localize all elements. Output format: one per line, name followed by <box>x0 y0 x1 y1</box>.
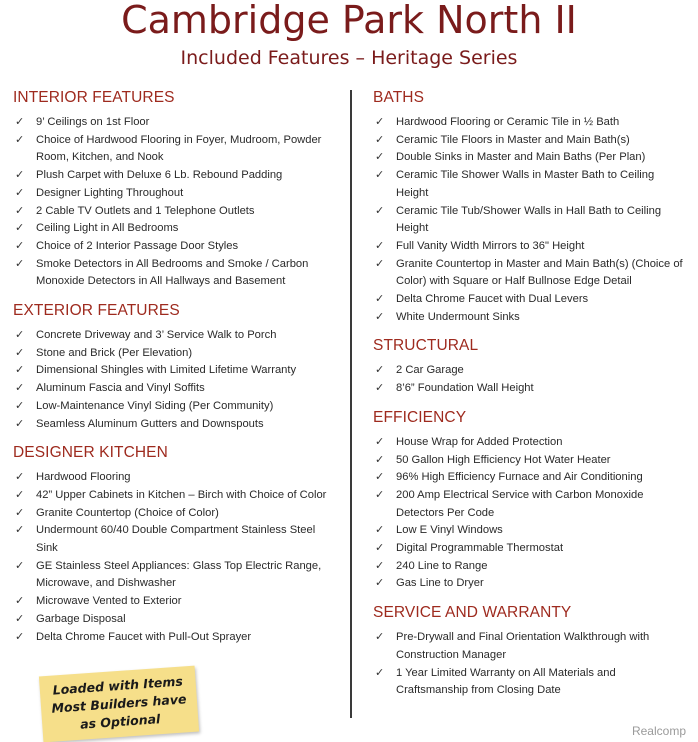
checkmark-icon: ✓ <box>375 239 385 252</box>
checkmark-icon: ✓ <box>15 417 25 430</box>
checkmark-icon: ✓ <box>375 471 385 484</box>
list-item-text: Garbage Disposal <box>36 612 126 625</box>
left-column <box>13 88 335 656</box>
list-item-text: Granite Countertop (Choice of Color) <box>36 506 219 519</box>
list-item <box>13 593 335 611</box>
list-item <box>13 611 335 629</box>
checkmark-icon: ✓ <box>375 666 385 679</box>
checkmark-icon: ✓ <box>15 382 25 395</box>
list-item <box>13 380 335 398</box>
list-item <box>13 629 335 647</box>
checkmark-icon: ✓ <box>15 204 25 217</box>
list-item <box>373 575 689 593</box>
list-item-text: Low-Maintenance Vinyl Siding (Per Community) <box>36 399 274 412</box>
list-item-text: GE Stainless Steel Appliances: Glass Top Electric Range, Microwave, and Dishwasher <box>36 559 322 590</box>
list-item-text: Hardwood Flooring <box>36 471 131 484</box>
right-column <box>373 88 689 710</box>
list-item-text: House Wrap for Added Protection <box>396 435 563 448</box>
feature-list <box>13 469 335 646</box>
feature-list <box>373 434 689 593</box>
list-item-text: Ceiling Light in All Bedrooms <box>36 222 179 235</box>
list-item-text: 96% High Efficiency Furnace and Air Conditioning <box>396 471 643 484</box>
feature-list <box>373 114 689 326</box>
checkmark-icon: ✓ <box>15 116 25 128</box>
sticky-line-1: Loaded with Items <box>52 673 184 698</box>
list-item <box>373 203 689 238</box>
feature-list <box>373 629 689 700</box>
checkmark-icon: ✓ <box>15 471 25 484</box>
section-heading: STRUCTURAL <box>373 337 479 355</box>
list-item <box>13 203 335 221</box>
section-heading: SERVICE AND WARRANTY <box>373 604 572 622</box>
list-item <box>373 309 689 327</box>
list-item-text: Pre-Drywall and Final Orientation Walkthrough with Construction Manager <box>396 631 650 661</box>
list-item-text: Full Vanity Width Mirrors to 36" Height <box>396 239 585 252</box>
checkmark-icon: ✓ <box>375 310 385 323</box>
list-item-text: 8’6” Foundation Wall Height <box>396 382 534 395</box>
list-item <box>373 540 689 558</box>
checkmark-icon: ✓ <box>15 630 25 643</box>
checkmark-icon: ✓ <box>375 559 385 572</box>
list-item <box>373 487 689 522</box>
list-item <box>373 452 689 470</box>
list-item <box>373 434 689 452</box>
list-item-text: Designer Lighting Throughout <box>36 186 184 199</box>
list-item <box>13 345 335 363</box>
checkmark-icon: ✓ <box>375 382 385 395</box>
list-item <box>373 558 689 576</box>
checkmark-icon: ✓ <box>15 399 25 412</box>
list-item-text: Gas Line to Dryer <box>396 577 484 590</box>
list-item-text: Delta Chrome Faucet with Dual Levers <box>396 293 589 306</box>
list-item <box>373 149 689 167</box>
checkmark-icon: ✓ <box>15 488 25 501</box>
checkmark-icon: ✓ <box>375 116 385 128</box>
list-item-text: Aluminum Fascia and Vinyl Soffits <box>36 382 205 395</box>
checkmark-icon: ✓ <box>375 524 385 537</box>
checkmark-icon: ✓ <box>15 506 25 519</box>
checkmark-icon: ✓ <box>375 257 385 270</box>
checkmark-icon: ✓ <box>375 293 385 306</box>
checkmark-icon: ✓ <box>15 169 25 182</box>
section <box>373 603 689 700</box>
list-item <box>373 256 689 291</box>
list-item <box>13 167 335 185</box>
list-item-text: Dimensional Shingles with Limited Lifetime Warranty <box>36 364 297 377</box>
list-item-text: 240 Line to Range <box>396 559 488 572</box>
list-item <box>13 398 335 416</box>
list-item <box>13 238 335 256</box>
list-item <box>13 114 335 132</box>
list-item-text: Ceramic Tile Tub/Shower Walls in Hall Bath to Ceiling Height <box>396 204 662 235</box>
page-title: Cambridge Park North II <box>121 0 577 42</box>
checkmark-icon: ✓ <box>375 577 385 590</box>
section-heading: BATHS <box>373 89 425 106</box>
checkmark-icon: ✓ <box>15 612 25 625</box>
section <box>13 301 335 433</box>
checkmark-icon: ✓ <box>15 524 25 537</box>
column-divider <box>350 90 352 718</box>
checkmark-icon: ✓ <box>375 204 385 217</box>
checkmark-icon: ✓ <box>375 151 385 164</box>
watermark: Realcomp <box>631 724 686 738</box>
list-item <box>13 505 335 523</box>
list-item <box>13 416 335 434</box>
list-item <box>13 256 335 291</box>
list-item-text: Smoke Detectors in All Bedrooms and Smoke / Carbon Monoxide Detectors in All Hallways and Basement <box>36 257 309 288</box>
list-item <box>373 362 689 380</box>
list-item-text: Ceramic Tile Floors in Master and Main Bath(s) <box>396 133 630 146</box>
list-item-text: Concrete Driveway and 3’ Service Walk to Porch <box>36 329 277 342</box>
list-item <box>13 362 335 380</box>
list-item-text: Undermount 60/40 Double Compartment Stainless Steel Sink <box>36 524 316 555</box>
checkmark-icon: ✓ <box>15 222 25 235</box>
list-item <box>13 469 335 487</box>
checkmark-icon: ✓ <box>375 453 385 466</box>
list-item <box>373 522 689 540</box>
checkmark-icon: ✓ <box>15 133 25 146</box>
list-item-text: White Undermount Sinks <box>396 310 520 323</box>
checkmark-icon: ✓ <box>15 346 25 359</box>
section-heading: DESIGNER KITCHEN <box>13 444 168 462</box>
list-item-text: Microwave Vented to Exterior <box>36 595 182 608</box>
list-item <box>13 132 335 167</box>
sticky-line-2: Most Builders have <box>51 691 187 716</box>
list-item-text: Seamless Aluminum Gutters and Downspouts <box>36 417 264 430</box>
list-item <box>13 558 335 593</box>
page-subtitle: Included Features – Heritage Series <box>180 47 518 69</box>
checkmark-icon: ✓ <box>375 133 385 146</box>
section <box>13 88 335 291</box>
list-item-text: Delta Chrome Faucet with Pull-Out Sprayer <box>36 630 252 643</box>
list-item <box>373 291 689 309</box>
checkmark-icon: ✓ <box>375 488 385 501</box>
list-item-text: Hardwood Flooring or Ceramic Tile in ½ Bath <box>396 116 620 128</box>
checkmark-icon: ✓ <box>375 364 385 377</box>
list-item <box>13 220 335 238</box>
feature-list <box>13 114 335 291</box>
list-item-text: 42” Upper Cabinets in Kitchen – Birch with Choice of Color <box>36 488 327 501</box>
section <box>373 408 689 593</box>
list-item-text: 2 Cable TV Outlets and 1 Telephone Outlets <box>36 204 255 217</box>
list-item <box>13 487 335 505</box>
sticky-line-3: as Optional <box>79 711 161 732</box>
section <box>13 443 335 646</box>
checkmark-icon: ✓ <box>375 169 385 182</box>
list-item <box>373 238 689 256</box>
section-heading: EFFICIENCY <box>373 408 467 426</box>
list-item-text: 50 Gallon High Efficiency Hot Water Heater <box>396 453 611 466</box>
list-item-text: 9’ Ceilings on 1st Floor <box>36 116 150 128</box>
section <box>373 88 689 326</box>
list-item-text: Low E Vinyl Windows <box>396 524 503 537</box>
checkmark-icon: ✓ <box>15 239 25 252</box>
list-item <box>13 185 335 203</box>
list-item <box>373 132 689 150</box>
list-item-text: Choice of Hardwood Flooring in Foyer, Mudroom, Powder Room, Kitchen, and Nook <box>36 133 322 164</box>
list-item-text: Choice of 2 Interior Passage Door Styles <box>36 239 239 252</box>
list-item <box>13 522 335 557</box>
checkmark-icon: ✓ <box>15 186 25 199</box>
list-item-text: 1 Year Limited Warranty on All Materials and Craftsmanship from Closing Date <box>396 666 616 697</box>
feature-list <box>13 327 335 433</box>
list-item <box>13 327 335 345</box>
list-item-text: Plush Carpet with Deluxe 6 Lb. Rebound Padding <box>36 169 283 182</box>
checkmark-icon: ✓ <box>15 559 25 572</box>
checkmark-icon: ✓ <box>15 257 25 270</box>
list-item <box>373 380 689 398</box>
list-item-text: Digital Programmable Thermostat <box>396 542 564 555</box>
checkmark-icon: ✓ <box>15 364 25 377</box>
list-item-text: Double Sinks in Master and Main Baths (Per Plan) <box>396 151 646 164</box>
checkmark-icon: ✓ <box>15 329 25 342</box>
list-item-text: Stone and Brick (Per Elevation) <box>36 346 193 359</box>
list-item-text: Ceramic Tile Shower Walls in Master Bath to Ceiling Height <box>396 169 655 199</box>
sticky-note <box>39 666 199 742</box>
list-item-text: Granite Countertop in Master and Main Bath(s) (Choice of Color) with Square or Half Bullnose Edge Detail <box>396 257 683 288</box>
list-item <box>373 114 689 132</box>
section-heading: INTERIOR FEATURES <box>13 89 175 106</box>
feature-list <box>373 362 689 397</box>
checkmark-icon: ✓ <box>15 595 25 608</box>
checkmark-icon: ✓ <box>375 435 385 448</box>
section <box>373 336 689 397</box>
section-heading: EXTERIOR FEATURES <box>13 302 180 320</box>
list-item <box>373 167 689 202</box>
list-item <box>373 469 689 487</box>
checkmark-icon: ✓ <box>375 542 385 555</box>
list-item-text: 2 Car Garage <box>396 364 464 377</box>
checkmark-icon: ✓ <box>375 631 385 644</box>
list-item-text: 200 Amp Electrical Service with Carbon Monoxide Detectors Per Code <box>396 488 644 519</box>
list-item <box>373 665 689 700</box>
list-item <box>373 629 689 664</box>
